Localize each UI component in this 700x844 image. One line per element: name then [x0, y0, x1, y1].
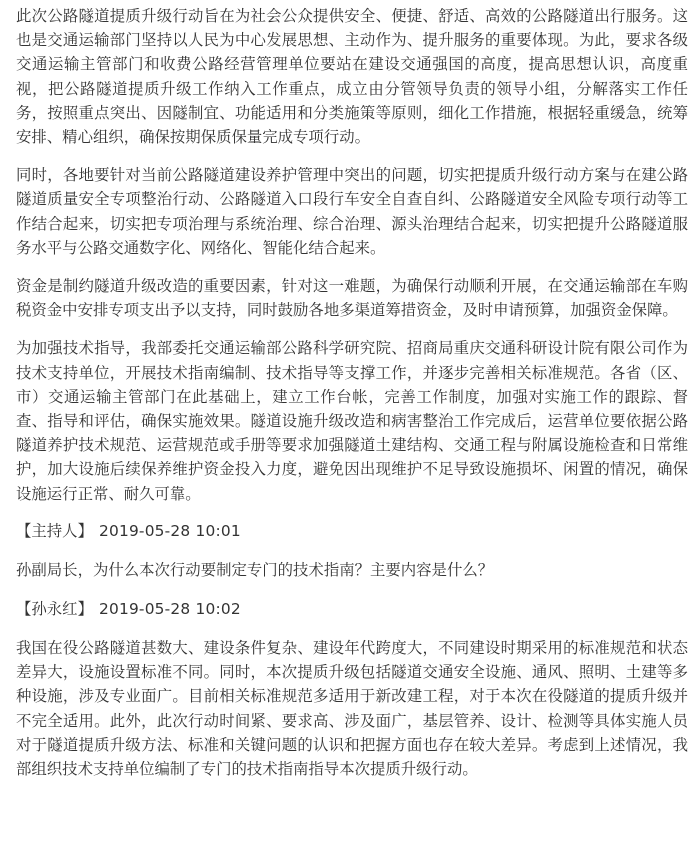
host-speaker-line — [16, 520, 688, 542]
host-name: 【主持人】 — [16, 521, 93, 540]
answerer-name: 【孙永红】 — [16, 600, 93, 619]
answer-paragraph: 我国在役公路隧道甚数大、建设条件复杂、建设年代跨度大，不同建设时期采用的标准规范和状态差异大，设施设置标准不同。同时，本次提质升级包括隧道交通安全设施、通风、照明、土建等多种设施，涉及专业面广。目前相关标准规范多适用于新改建工程，对于本次在役隧道的提质升级并不完全适用。此外，此次行动时间紧、要求高、涉及面广，基层管养、设计、检测等具体实施人员对于隧道提质升级方法、标准和关键问题的认识和把握方面也存在较大差异。考虑到上述情况，我部组织技术支持单位编制了专门的技术指南指导本次提质升级行动。 — [16, 639, 688, 779]
host-question: 孙副局长，为什么本次行动要制定专门的技术指南？主要内容是什么？ — [16, 560, 494, 579]
paragraph-action-goal: 此次公路隧道提质升级行动旨在为社会公众提供安全、便捷、舒适、高效的公路隧道出行服务。这也是交通运输部门坚持以人民为中心发展思想、主动作为、提升服务的重要体现。为此，要求各级交通运输主管部门和收费公路经营管理单位要站在建设交通强国的高度，提高思想认识，高度重视，把公路隧道提质升级工作纳入工作重点，成立由分管领导负责的领导小组，分解落实工作任务，按照重点突出、因隧制宜、功能适用和分类施策等原则，细化工作措施，根据轻重缓急，统筹安排、精心组织，确保按期保质保量完成专项行动。 — [16, 7, 688, 147]
answerer-speaker-line — [16, 598, 688, 620]
interview-transcript — [16, 0, 688, 781]
answerer-timestamp: 2019-05-28 10:02 — [98, 600, 241, 619]
paragraph-integration: 同时，各地要针对当前公路隧道建设养护管理中突出的问题，切实把提质升级行动方案与在建公路隧道质量安全专项整治行动、公路隧道入口段行车安全自查自纠、公路隧道安全风险专项行动等工作结合起来，切实把专项治理与系统治理、综合治理、源头治理结合起来，切实把提升公路隧道服务水平与公路交通数字化、网络化、智能化结合起来。 — [16, 166, 688, 257]
paragraph-funding: 资金是制约隧道升级改造的重要因素，针对这一难题，为确保行动顺利开展，在交通运输部在车购税资金中安排专项支出予以支持，同时鼓励各地多渠道筹措资金，及时申请预算，加强资金保障。 — [16, 277, 688, 320]
paragraph-technical-guidance: 为加强技术指导，我部委托交通运输部公路科学研究院、招商局重庆交通科研设计院有限公司作为技术支持单位，开展技术指南编制、技术指导等支撑工作，并逐步完善相关标准规范。各省（区、市）交通运输主管部门在此基础上，建立工作台帐，完善工作制度，加强对实施工作的跟踪、督查、指导和评估，确保实施效果。隧道设施升级改造和病害整治工作完成后，运营单位要依据公路隧道养护技术规范、运营规范或手册等要求加强隧道土建结构、交通工程与附属设施检查和日常维护，加大设施后续保养维护资金投入力度，避免因出现维护不足导致设施损坏、闲置的情况，确保设施运行正常、耐久可靠。 — [16, 339, 688, 503]
host-timestamp: 2019-05-28 10:01 — [98, 521, 241, 540]
